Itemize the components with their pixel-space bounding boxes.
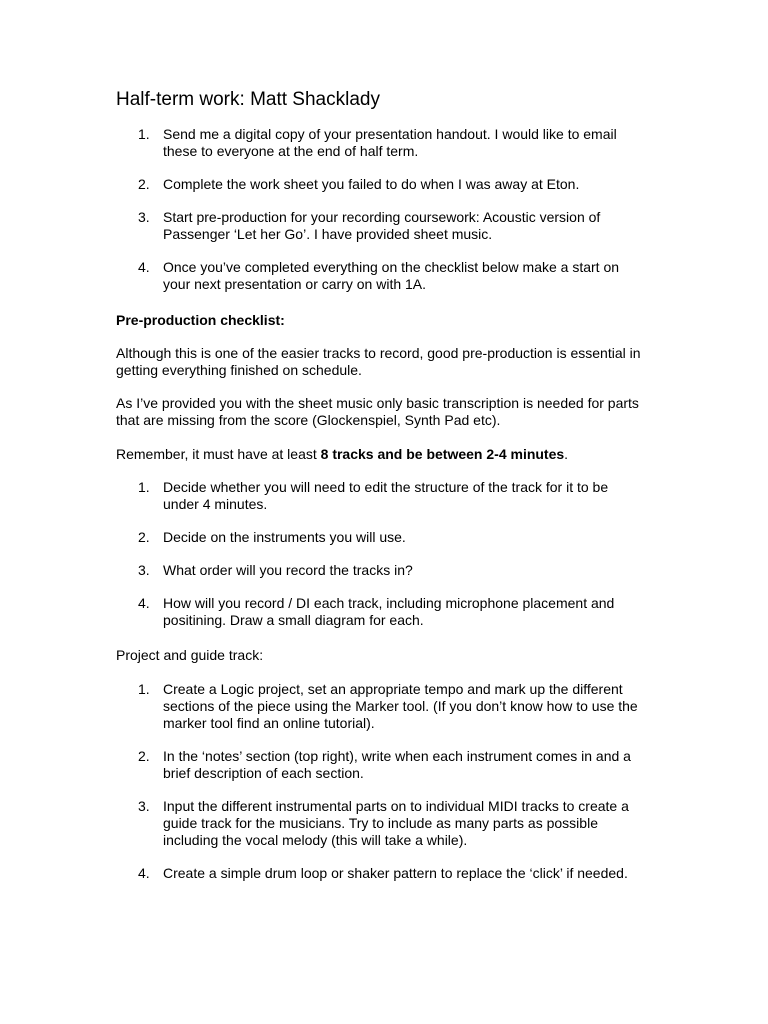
list-number: 1. — [138, 479, 150, 495]
list-text: Once you’ve completed everything on the checklist below make a start on your next presentation or carry on with 1A. — [163, 259, 620, 292]
list-number: 2. — [138, 529, 150, 545]
list-text: Send me a digital copy of your presentation handout. I would like to email these to everyone at the end of half term. — [163, 126, 617, 159]
list-item — [116, 595, 646, 629]
document-title: Half-term work: Matt Shacklady — [116, 89, 380, 110]
checklist-heading: Pre-production checklist: — [116, 312, 285, 328]
list-item — [116, 259, 646, 293]
list-text: Input the different instrumental parts on to individual MIDI tracks to create a guide track for the musicians. Try to include as many parts as possible including the vocal melody (this will take a while). — [163, 798, 629, 848]
guide-list — [116, 681, 646, 882]
list-text: Decide on the instruments you will use. — [163, 529, 406, 545]
list-item — [116, 529, 646, 546]
remember-prefix: Remember, it must have at least — [116, 446, 321, 462]
list-item — [116, 176, 646, 193]
sheet-music-paragraph: As I’ve provided you with the sheet music only basic transcription is needed for parts that are missing from the score (Glockenspiel, Synth Pad etc). — [116, 395, 639, 428]
remember-suffix: . — [564, 446, 569, 462]
list-item — [116, 126, 646, 160]
list-item — [116, 209, 646, 243]
list-number: 4. — [138, 865, 150, 881]
list-item — [116, 798, 646, 849]
list-text: What order will you record the tracks in? — [163, 562, 413, 578]
list-text: Create a simple drum loop or shaker pattern to replace the ‘click’ if needed. — [163, 865, 628, 881]
remember-paragraph — [116, 446, 646, 463]
checklist-list — [116, 479, 646, 629]
list-item — [116, 681, 646, 732]
list-number: 1. — [138, 681, 150, 697]
remember-requirement: 8 tracks and be between 2-4 minutes — [320, 446, 565, 462]
list-item — [116, 562, 646, 579]
task-list — [116, 126, 646, 293]
list-number: 3. — [138, 562, 150, 578]
list-number: 3. — [138, 798, 150, 814]
list-text: Decide whether you will need to edit the structure of the track for it to be under 4 minutes. — [163, 479, 609, 512]
list-text: Start pre-production for your recording coursework: Acoustic version of Passenger ‘Let her Go’. I have provided sheet music. — [163, 209, 601, 242]
list-number: 3. — [138, 209, 150, 225]
list-number: 2. — [138, 748, 150, 764]
list-text: In the ‘notes’ section (top right), write when each instrument comes in and a brief description of each section. — [163, 748, 631, 781]
list-number: 2. — [138, 176, 150, 192]
list-text: Complete the work sheet you failed to do when I was away at Eton. — [163, 176, 580, 192]
guide-heading: Project and guide track: — [116, 647, 264, 663]
intro-paragraph: Although this is one of the easier tracks to record, good pre-production is essential in getting everything finished on schedule. — [116, 345, 641, 378]
list-item — [116, 865, 646, 882]
list-text: Create a Logic project, set an appropriate tempo and mark up the different sections of the piece using the Marker tool. (If you don’t know how to use the marker tool find an online tutorial). — [163, 681, 638, 731]
list-number: 4. — [138, 595, 150, 611]
list-item — [116, 748, 646, 782]
list-item — [116, 479, 646, 513]
list-number: 1. — [138, 126, 150, 142]
list-text: How will you record / DI each track, including microphone placement and positining. Draw a small diagram for each. — [163, 595, 615, 628]
list-number: 4. — [138, 259, 150, 275]
